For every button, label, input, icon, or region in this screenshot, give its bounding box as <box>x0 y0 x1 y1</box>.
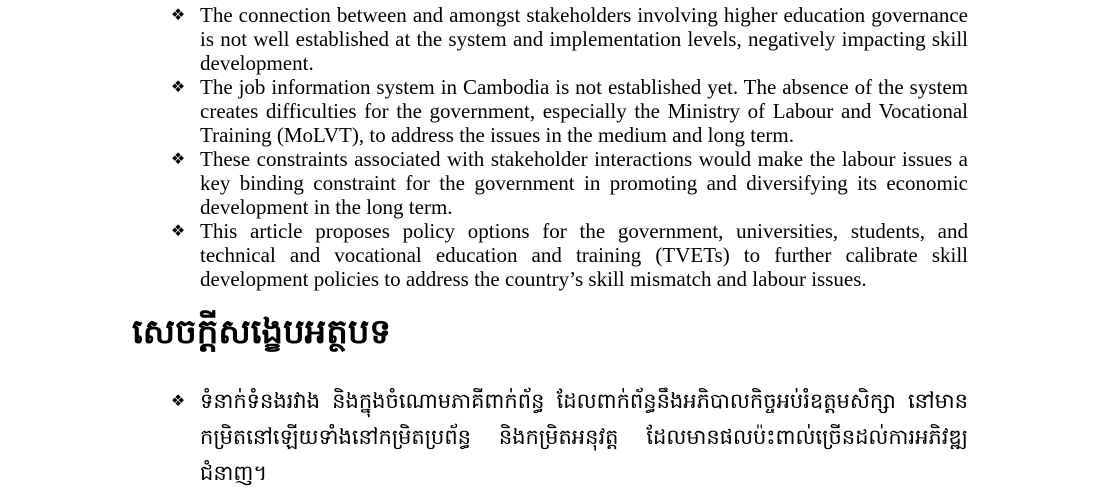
four-diamond-bullet-icon: ❖ <box>170 77 186 96</box>
list-item <box>164 219 968 291</box>
khmer-section-heading: សេចក្តីសង្ខេបអត្ថបទ <box>132 312 391 352</box>
list-item <box>164 147 968 219</box>
list-item-text: This article proposes policy options for the government, universities, students, and technical and vocational education and training (TVETs) to further calibrate skill development policies to address the country’s skill mismatch and labour issues. <box>200 219 968 291</box>
list-item-text: The job information system in Cambodia is not established yet. The absence of the system creates difficulties for the government, especially the Ministry of Labour and Vocational Training (MoLVT), to address the issues in the medium and long term. <box>200 75 968 147</box>
khmer-summary-list <box>164 383 968 491</box>
four-diamond-bullet-icon: ❖ <box>170 5 186 24</box>
four-diamond-bullet-icon: ❖ <box>170 221 186 240</box>
four-diamond-bullet-icon: ❖ <box>170 391 186 410</box>
four-diamond-bullet-icon: ❖ <box>170 149 186 168</box>
list-item-text: These constraints associated with stakeholder interactions would make the labour issues a key binding constraint for the government in promoting and diversifying its economic development in the long term. <box>200 147 968 219</box>
list-item-text: ទំនាក់ទំនងរវាង និងក្នុងចំណោមភាគីពាក់ព័ន្ធ ដែលពាក់ព័ន្ធនឹងអភិបាលកិច្ចអប់រំឧត្តមសិក្សា នៅមានកម្រិតនៅឡើយទាំងនៅកម្រិតប្រព័ន្ធ និងកម្រិតអនុវត្ត ដែលមានផលប៉ះពាល់ច្រើនដល់ការអភិវឌ្ឍជំនាញ។ <box>200 389 968 485</box>
english-findings-list <box>164 3 968 291</box>
list-item-text: The connection between and amongst stakeholders involving higher education governance is not well established at the system and implementation levels, negatively impacting skill development. <box>200 3 968 75</box>
list-item <box>164 3 968 75</box>
list-item <box>164 383 968 491</box>
list-item <box>164 75 968 147</box>
